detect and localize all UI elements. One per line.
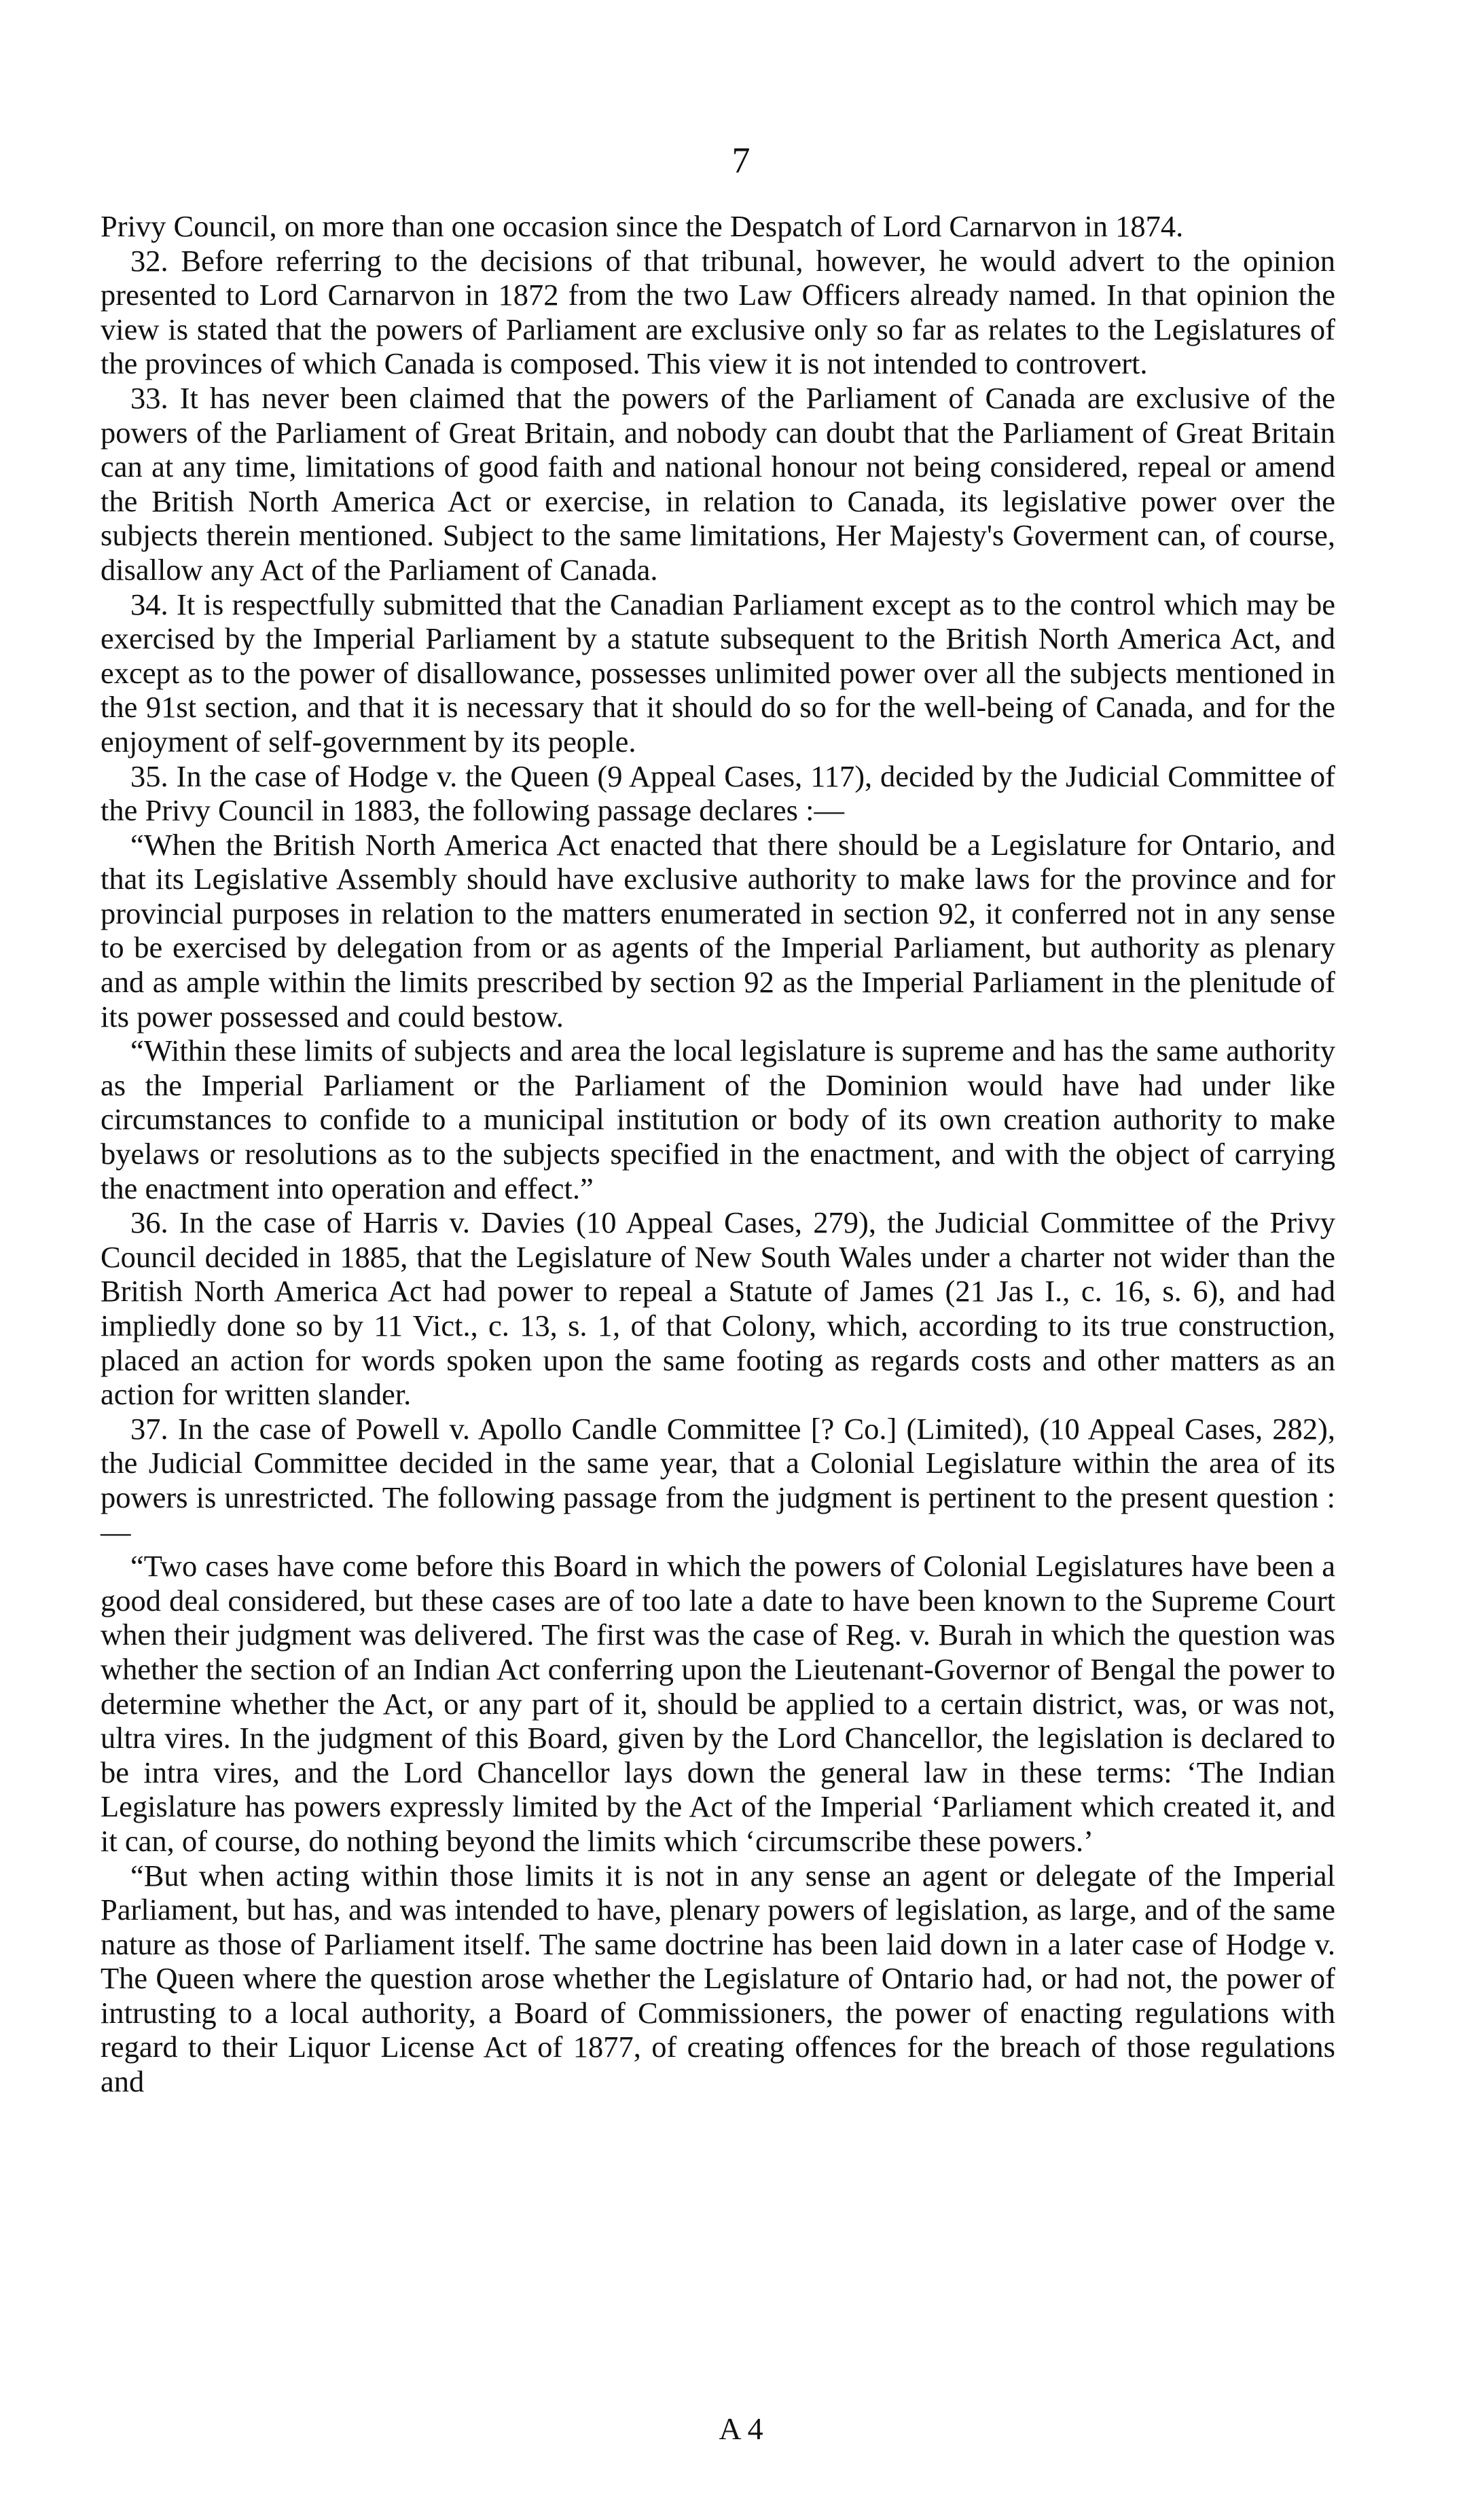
- quotation-powell-2: “But when acting within those limits it is not in any sense an agent or delegate of the Imperial Parliament, but has, and was intended to have, plenary powers of legislation, as large, and of the same nature as those of Parliament itself. The same doctrine has been laid down in a later case of Hodge v. The Queen where the question arose whether the Legislature of Ontario had, or had not, the power of intrusting to a local authority, a Board of Commissioners, the power of enacting regulations with regard to their Liquor License Act of 1877, of creating offences for the breach of those regulations and: [101, 1858, 1335, 2099]
- paragraph-33: 33. It has never been claimed that the powers of the Parliament of Canada are exclusive of the powers of the Parliament of Great Britain, and nobody can doubt that the Parliament of Great Britain can at any time, limitations of good faith and national honour not being considered, repeal or amend the British North America Act or exercise, in relation to Canada, its legislative power over the subjects therein mentioned. Subject to the same limitations, Her Majesty's Goverment can, of course, disallow any Act of the Parliament of Canada.: [101, 380, 1335, 587]
- quotation-hodge-2: “Within these limits of subjects and area the local legislature is supreme and has the same authority as the Imperial Parliament or the Parliament of the Dominion would have had under like circumstances to confide to a municipal institution or body of its own creation authority to make byelaws or resolutions as to the subjects specified in the enactment, and with the object of carrying the enactment into operation and effect.”: [101, 1034, 1335, 1205]
- paragraph-36: 36. In the case of Harris v. Davies (10 Appeal Cases, 279), the Judicial Committee of the Privy Council decided in 1885, that the Legislature of New South Wales under a charter not wider than the British North America Act had power to repeal a Statute of James (21 Jas I., c. 16, s. 6), and had impliedly done so by 11 Vict., c. 13, s. 1, of that Colony, which, according to its true construction, placed an action for words spoken upon the same footing as regards costs and other matters as an action for written slander.: [101, 1205, 1335, 1412]
- page-number: 7: [731, 140, 751, 181]
- body-text: [101, 209, 1335, 2099]
- paragraph-35: 35. In the case of Hodge v. the Queen (9 Appeal Cases, 117), decided by the Judicial Committee of the Privy Council in 1883, the following passage declares :—: [101, 759, 1335, 828]
- signature-mark: A 4: [719, 2411, 763, 2446]
- quotation-powell-1: “Two cases have come before this Board in which the powers of Colonial Legislatures have been a good deal considered, but these cases are of too late a date to have been known to the Supreme Court when their judgment was delivered. The first was the case of Reg. v. Burah in which the question was whether the section of an Indian Act conferring upon the Lieutenant-Governor of Bengal the power to determine whether the Act, or any part of it, should be applied to a certain district, was, or was not, ultra vires. In the judgment of this Board, given by the Lord Chancellor, the legislation is declared to be intra vires, and the Lord Chancellor lays down the general law in these terms: ‘The Indian Legislature has powers expressly limited by the Act of the Imperial ‘Parliament which created it, and it can, of course, do nothing beyond the limits which ‘circumscribe these powers.’: [101, 1549, 1335, 1858]
- paragraph-37: 37. In the case of Powell v. Apollo Candle Committee [? Co.] (Limited), (10 Appeal Cases, 282), the Judicial Committee decided in the same year, that a Colonial Legislature within the area of its powers is unrestricted. The following passage from the judgment is pertinent to the present question :—: [101, 1411, 1335, 1549]
- quotation-hodge-1: “When the British North America Act enacted that there should be a Legislature for Ontario, and that its Legislative Assembly should have exclusive authority to make laws for the province and for provincial purposes in relation to the matters enumerated in section 92, it conferred not in any sense to be exercised by delegation from or as agents of the Imperial Parliament, but authority as plenary and as ample within the limits prescribed by section 92 as the Imperial Parliament in the plenitude of its power possessed and could bestow.: [101, 827, 1335, 1034]
- paragraph-32: 32. Before referring to the decisions of that tribunal, however, he would advert to the opinion presented to Lord Carnarvon in 1872 from the two Law Officers already named. In that opinion the view is stated that the powers of Parliament are exclusive only so far as relates to the Legislatures of the provinces of which Canada is composed. This view it is not intended to controvert.: [101, 243, 1335, 381]
- paragraph-continuation: Privy Council, on more than one occasion since the Despatch of Lord Carnarvon in 1874.: [101, 209, 1184, 243]
- paragraph-34: 34. It is respectfully submitted that the Canadian Parliament except as to the control which may be exercised by the Imperial Parliament by a statute subsequent to the British North America Act, and except as to the power of disallowance, possesses unlimited power over all the subjects mentioned in the 91st section, and that it is necessary that it should do so for the well-being of Canada, and for the enjoyment of self-government by its people.: [101, 587, 1335, 759]
